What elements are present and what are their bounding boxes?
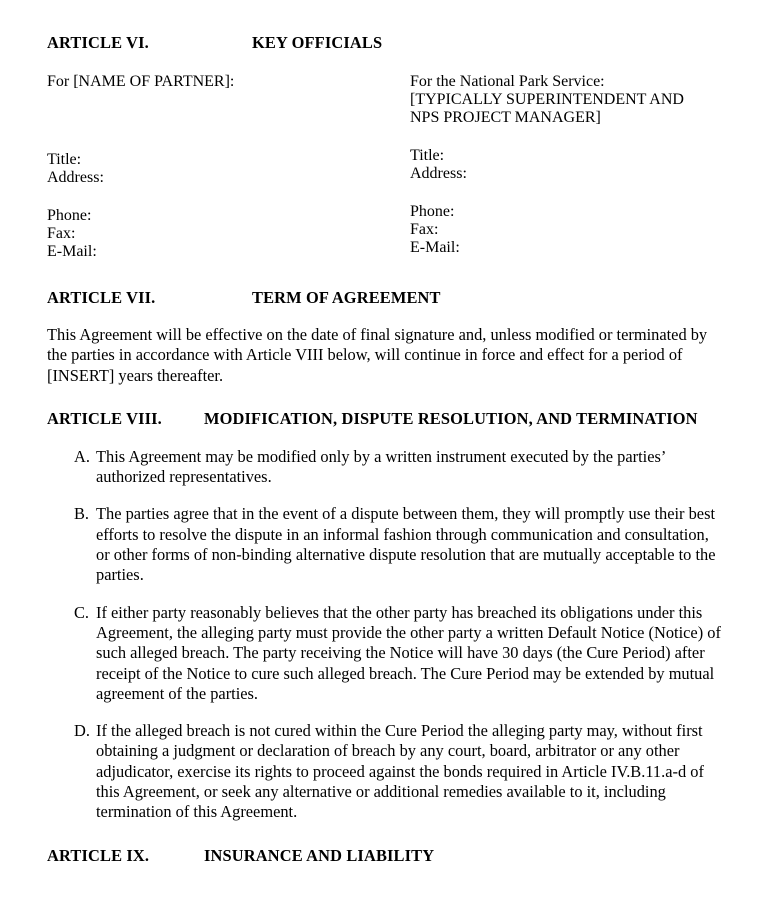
- partner-gap-1: [47, 131, 402, 151]
- article-heading-viii: [47, 408, 721, 429]
- nps-heading-line3: NPS PROJECT MANAGER]: [410, 109, 601, 126]
- partner-heading: For [NAME OF PARTNER]:: [47, 73, 235, 90]
- partner-heading-spacer-1: [47, 91, 402, 111]
- article-vi-label: ARTICLE VI.: [47, 33, 149, 52]
- nps-heading: For the National Park Service:: [410, 73, 605, 90]
- nps-title-field: Title:: [410, 147, 445, 164]
- nps-heading-line2: [TYPICALLY SUPERINTENDENT AND: [410, 91, 684, 108]
- list-item-text: If the alleged breach is not cured within the Cure Period the alleging party may, without first obtaining a judgment or declaration of breach by any court, board, arbitrator or any other adjudicator, exercise its rights to proceed against the bonds required in Article IV.B.11.a-d of this Agreement, or seek any alternative or additional remedies available to it, including termination of this Agreement.: [96, 721, 704, 822]
- article-vii-paragraph: This Agreement will be effective on the date of final signature and, unless modified or terminated by the parties in accordance with Article VIII below, will continue in force and effect for a period of [INSERT] years thereafter.: [47, 325, 708, 385]
- partner-gap-2: [47, 187, 402, 207]
- list-item-marker: C.: [74, 602, 90, 622]
- partner-email-field: E-Mail:: [47, 243, 97, 260]
- article-heading-vi: [47, 32, 721, 53]
- list-item-marker: A.: [74, 446, 90, 466]
- article-heading-vii: [47, 287, 721, 308]
- partner-address-field: Address:: [47, 169, 104, 186]
- article-vi-title: KEY OFFICIALS: [252, 33, 383, 52]
- nps-address-field: Address:: [410, 165, 467, 182]
- article-viii-label: ARTICLE VIII.: [47, 408, 162, 428]
- partner-column: [47, 73, 402, 261]
- list-item-marker: D.: [74, 721, 90, 741]
- document-content: [47, 32, 721, 866]
- article-vii-label: ARTICLE VII.: [47, 288, 156, 307]
- nps-gap-2: [410, 183, 720, 203]
- list-item-text: This Agreement may be modified only by a written instrument executed by the parties’ authorized representatives.: [96, 446, 666, 487]
- list-item: [47, 447, 721, 488]
- article-vii-title: TERM OF AGREEMENT: [252, 288, 441, 307]
- list-item-marker: B.: [74, 504, 90, 524]
- nps-column: [410, 73, 720, 257]
- list-item: [47, 603, 721, 704]
- nps-fax-field: Fax:: [410, 221, 439, 238]
- nps-phone-field: Phone:: [410, 203, 455, 220]
- list-item-text: The parties agree that in the event of a dispute between them, they will promptly use their best efforts to resolve the dispute in an informal fashion through communication and consultation, or other forms of non-binding alternative dispute resolution that are mutually acceptable to the parties.: [96, 504, 716, 585]
- partner-title-field: Title:: [47, 151, 82, 168]
- key-officials-block: [47, 73, 721, 287]
- partner-fax-field: Fax:: [47, 225, 76, 242]
- list-item-text: If either party reasonably believes that the other party has breached its obligations under this Agreement, the alleging party must provide the other party a written Default Notice (Notice) of such alleged breach. The party receiving the Notice will have 30 days (the Cure Period) after receipt of the Notice to cure such alleged breach. The Cure Period may be extended by mutual agreement of the parties.: [96, 602, 721, 703]
- partner-heading-spacer-2: [47, 111, 402, 131]
- article-viii-list: [47, 447, 721, 823]
- partner-phone-field: Phone:: [47, 207, 92, 224]
- article-ix-title: INSURANCE AND LIABILITY: [204, 845, 435, 865]
- article-viii-title: MODIFICATION, DISPUTE RESOLUTION, AND TERMINATION: [204, 408, 698, 428]
- article-heading-ix: [47, 845, 721, 866]
- list-item: [47, 504, 721, 585]
- list-item: [47, 721, 721, 822]
- article-ix-label: ARTICLE IX.: [47, 845, 150, 865]
- nps-gap-1: [410, 127, 720, 147]
- nps-email-field: E-Mail:: [410, 239, 460, 256]
